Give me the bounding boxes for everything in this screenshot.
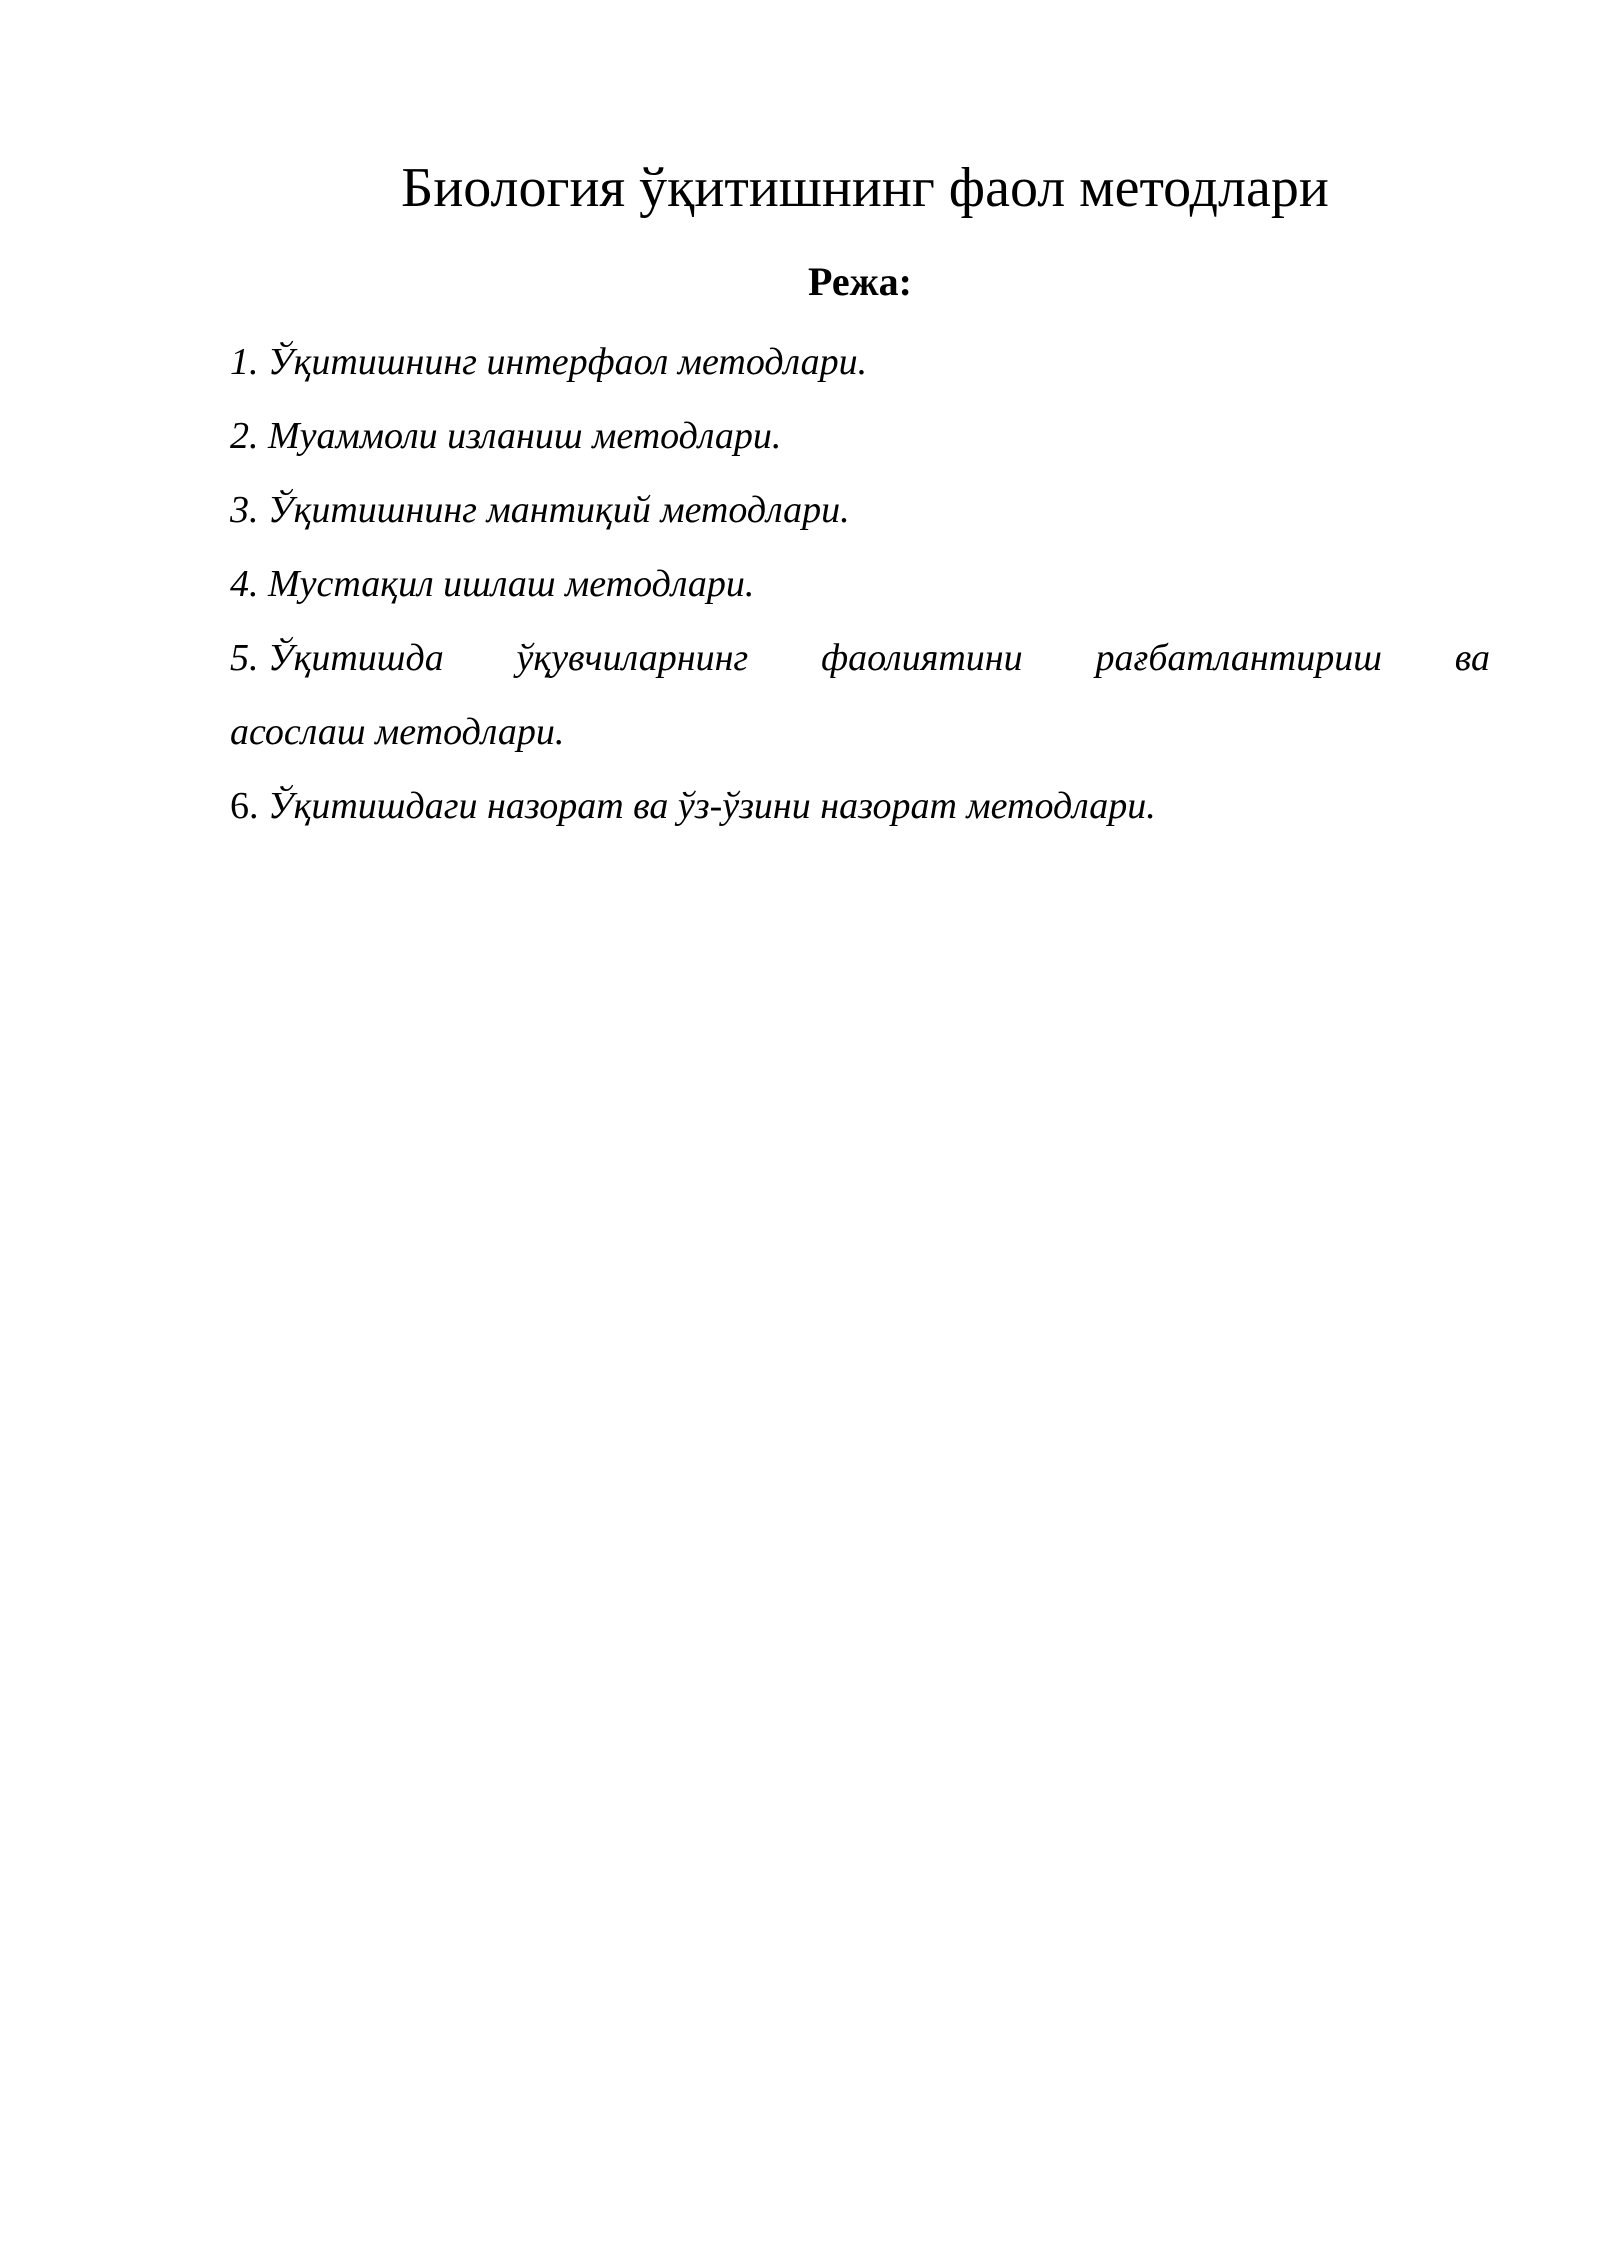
plan-item-line: асослаш методлари. [230, 711, 565, 753]
plan-item-text: Ўқитишнинг мантиқий методлари. [268, 489, 850, 531]
plan-item-word: ва [1454, 637, 1490, 679]
plan-item-number: 1. [230, 341, 259, 383]
plan-item-line [230, 621, 1490, 695]
plan-item-first-word-group [230, 621, 444, 695]
plan-item-text: Ўқитишнинг интерфаол методлари. [268, 341, 868, 383]
plan-heading: Режа: [808, 259, 912, 304]
plan-item [230, 769, 1490, 843]
plan-item [230, 547, 1490, 621]
plan-item [230, 325, 1490, 399]
plan-item-number: 5. [230, 637, 259, 679]
plan-item-word: рағбатлантириш [1095, 637, 1382, 679]
plan-item-word: фаолиятини [821, 637, 1023, 679]
plan-item-word: ўқувчиларнинг [516, 637, 749, 679]
plan-item-number: 2. [230, 415, 259, 457]
plan-item-text: Ўқитишдаги назорат ва ўз-ўзини назорат методлари. [268, 785, 1156, 827]
plan-item [230, 399, 1490, 473]
plan-list [230, 325, 1490, 843]
plan-item [230, 473, 1490, 547]
plan-item-number: 4. [230, 563, 259, 605]
plan-item-number: 6. [230, 785, 259, 827]
document-title: Биология ўқитишнинг фаол методлари [401, 157, 1329, 219]
plan-item-text: Муаммоли изланиш методлари. [268, 415, 782, 457]
plan-item-number: 3. [230, 489, 259, 531]
plan-item-text: Мустақил ишлаш методлари. [268, 563, 755, 605]
plan-item-word: Ўқитишда [268, 637, 444, 679]
plan-item [230, 621, 1490, 769]
